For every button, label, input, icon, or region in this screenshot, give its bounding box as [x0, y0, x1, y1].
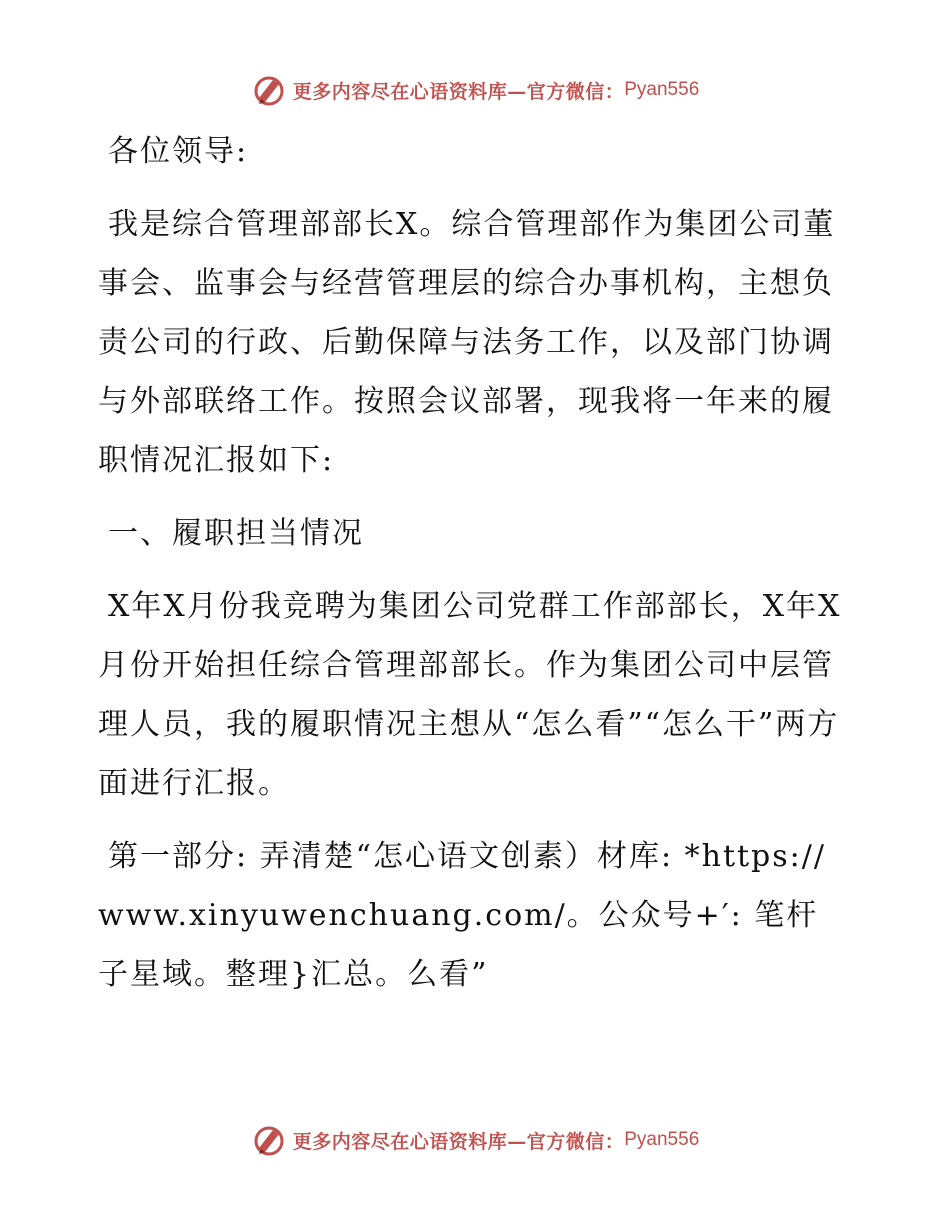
- footer-banner: [0, 1120, 950, 1160]
- header-banner-inner: [251, 72, 700, 108]
- banner-wechat-id: Pyan556: [624, 1129, 700, 1150]
- pen-logo-icon: [251, 1122, 287, 1158]
- banner-wechat-id: Pyan556: [624, 79, 700, 100]
- section-heading: 一、履职担当情况: [108, 516, 364, 551]
- footer-banner-inner: [251, 1122, 700, 1158]
- document-body: [98, 122, 850, 1004]
- salutation: 各位领导:: [108, 134, 249, 169]
- pen-logo-icon: [251, 72, 287, 108]
- paragraph-part-one: 第一部分: 弄清楚“怎心语文创素）材库: *https://www.xinyuwenchuang.com/。公众号+′: 笔杆子星域。整理}汇总。么看”: [98, 839, 826, 992]
- paragraph-intro: 我是综合管理部部长X。综合管理部作为集团公司董事会、监事会与经营管理层的综合办事机构，主想负责公司的行政、后勤保障与法务工作，以及部门协调与外部联络工作。按照会议部署，现我将一年来的履职情况汇报如下:: [98, 207, 836, 478]
- banner-text: 更多内容尽在心语资料库—官方微信：: [292, 1130, 625, 1153]
- banner-text: 更多内容尽在心语资料库—官方微信：: [292, 80, 625, 103]
- paragraph-duty: X年X月份我竞聘为集团公司党群工作部部长，X年X月份开始担任综合管理部部长。作为集团公司中层管理人员，我的履职情况主想从“怎么看”“怎么干”两方面进行汇报。: [98, 589, 842, 801]
- header-banner: [0, 70, 950, 110]
